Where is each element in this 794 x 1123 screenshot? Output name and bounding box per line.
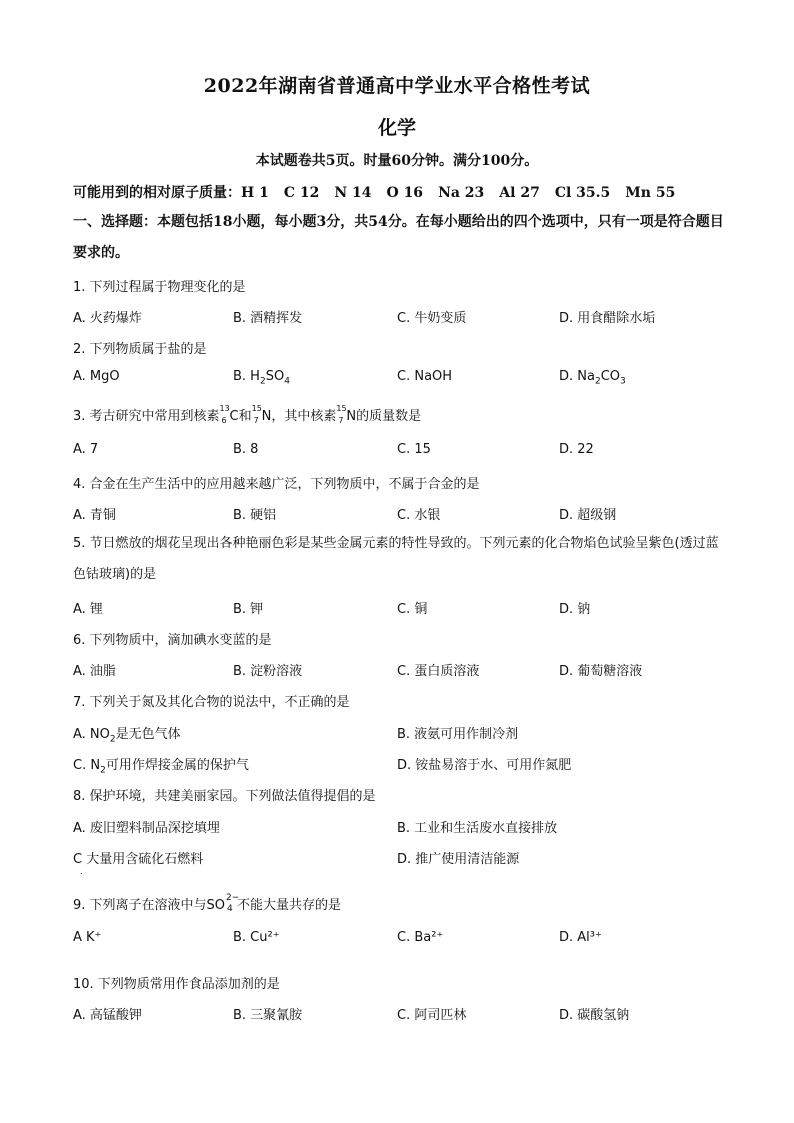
option-a: A. MgO: [73, 369, 120, 384]
question-options: [73, 817, 733, 837]
option-b: B. 酒精挥发: [233, 311, 303, 326]
option-d: D. $Na_2CO_3$: [559, 369, 626, 387]
question-options: [73, 442, 733, 462]
option-a: A K⁺: [73, 930, 102, 945]
option-b: B. 钾: [233, 602, 264, 617]
option-d: D. 超级钢: [559, 508, 617, 523]
question-stem: 5. 节日燃放的烟花呈现出各种艳丽色彩是某些金属元素的特性导致的。下列元素的化合物焰色试验呈紫色(透过蓝色钴玻璃)的是: [73, 536, 719, 582]
question-stem: 1. 下列过程属于物理变化的是: [73, 280, 246, 295]
question-stem: 8. 保护环境，共建美丽家园。下列做法值得提倡的是: [73, 789, 376, 804]
option-a: A. $NO_2$是无色气体: [73, 727, 181, 745]
isotope-notation: 15 7: [336, 404, 347, 425]
question-stem: 7. 下列关于氮及其化合物的说法中，不正确的是: [73, 695, 350, 710]
mass-item: Na 23: [438, 185, 485, 201]
isotope-notation: 15 7: [251, 404, 262, 425]
question-options: [73, 1004, 733, 1024]
option-d: D. 铵盐易溶于水、可用作氮肥: [397, 758, 572, 773]
mass-item: Mn 55: [625, 185, 676, 201]
exam-title: 2022年湖南省普通高中学业水平合格性考试: [203, 75, 591, 97]
option-c: C. 牛奶变质: [397, 311, 467, 326]
atomic-masses: [73, 182, 690, 202]
exam-info: 本试题卷共5页。时量60分钟。满分100分。: [255, 153, 539, 169]
question-stem: 3. 考古研究中常用到核素 13 6 C和 15 7 N，其中核素 15 7 N的质量数是: [73, 404, 422, 425]
question-stem: 4. 合金在生产生活中的应用越来越广泛，下列物质中，不属于合金的是: [73, 477, 480, 492]
option-b: B. 工业和生活废水直接排放: [397, 821, 558, 836]
subject-title: 化学: [377, 117, 416, 139]
isotope-notation: 13 6: [219, 404, 230, 425]
option-b: B. 淀粉溶液: [233, 664, 303, 679]
option-d: D. Al³⁺: [559, 930, 602, 945]
mass-item: H 1: [241, 185, 269, 201]
option-d: D. 钠: [559, 602, 591, 617]
option-c: C. Ba²⁺: [397, 930, 444, 945]
option-d: D. 葡萄糖溶液: [559, 664, 643, 679]
section-heading: 一、选择题：本题包括18小题，每小题3分，共54分。在每小题给出的四个选项中，只有一项是符合题目要求的。: [73, 214, 724, 261]
option-a: A. 锂: [73, 602, 103, 617]
mass-item: Cl 35.5: [554, 185, 611, 201]
ion-notation: 2− 4: [226, 893, 240, 914]
option-c: C. 铜: [397, 602, 428, 617]
atomic-masses-label: 可能用到的相对原子质量：: [73, 185, 241, 201]
question-options: [73, 754, 733, 774]
mass-item: O 16: [386, 185, 424, 201]
question-options: [73, 504, 733, 524]
question-options: [73, 598, 733, 618]
option-a: A. 油脂: [73, 664, 116, 679]
mass-item: C 12: [283, 185, 320, 201]
question-stem: 9. 下列离子在溶液中与SO 2− 4 不能大量共存的是: [73, 893, 342, 914]
option-b: B. 液氨可用作制冷剂: [397, 727, 519, 742]
option-b: B. 8: [233, 442, 259, 457]
question-stem: 2. 下列物质属于盐的是: [73, 342, 207, 357]
option-c: C. 蛋白质溶液: [397, 664, 480, 679]
option-c: C. 水银: [397, 508, 441, 523]
option-b: B. 硬铝: [233, 508, 277, 523]
option-b: B. Cu²⁺: [233, 930, 280, 945]
question-stem: 6. 下列物质中，滴加碘水变蓝的是: [73, 633, 272, 648]
option-d: D. 推广使用清洁能源: [397, 852, 520, 867]
option-d: D. 22: [559, 442, 594, 457]
mass-item: N 14: [334, 185, 372, 201]
option-d: D. 用食醋除水垢: [559, 311, 656, 326]
option-b: B. $H_2SO_4$: [233, 369, 290, 387]
question-options: [73, 660, 733, 680]
option-a: A. 青铜: [73, 508, 116, 523]
option-c: C 大量用含硫化石燃料: [73, 852, 204, 867]
stray-dot: .: [80, 867, 83, 876]
option-c: C. 15: [397, 442, 431, 457]
option-a: A. 高锰酸钾: [73, 1008, 142, 1023]
mass-item: Al 27: [499, 185, 540, 201]
question-stem: 10. 下列物质常用作食品添加剂的是: [73, 977, 280, 992]
option-a: A. 火药爆炸: [73, 311, 142, 326]
question-options: [73, 369, 733, 389]
question-options: [73, 930, 733, 950]
option-b: B. 三聚氰胺: [233, 1008, 303, 1023]
question-options: [73, 307, 733, 327]
option-c: C. $N_2$可用作焊接金属的保护气: [73, 758, 249, 776]
option-a: A. 7: [73, 442, 99, 457]
option-c: C. NaOH: [397, 369, 453, 384]
question-options: [73, 848, 733, 868]
question-options: [73, 723, 733, 743]
option-a: A. 废旧塑料制品深挖填埋: [73, 821, 220, 836]
option-d: D. 碳酸氢钠: [559, 1008, 630, 1023]
option-c: C. 阿司匹林: [397, 1008, 467, 1023]
